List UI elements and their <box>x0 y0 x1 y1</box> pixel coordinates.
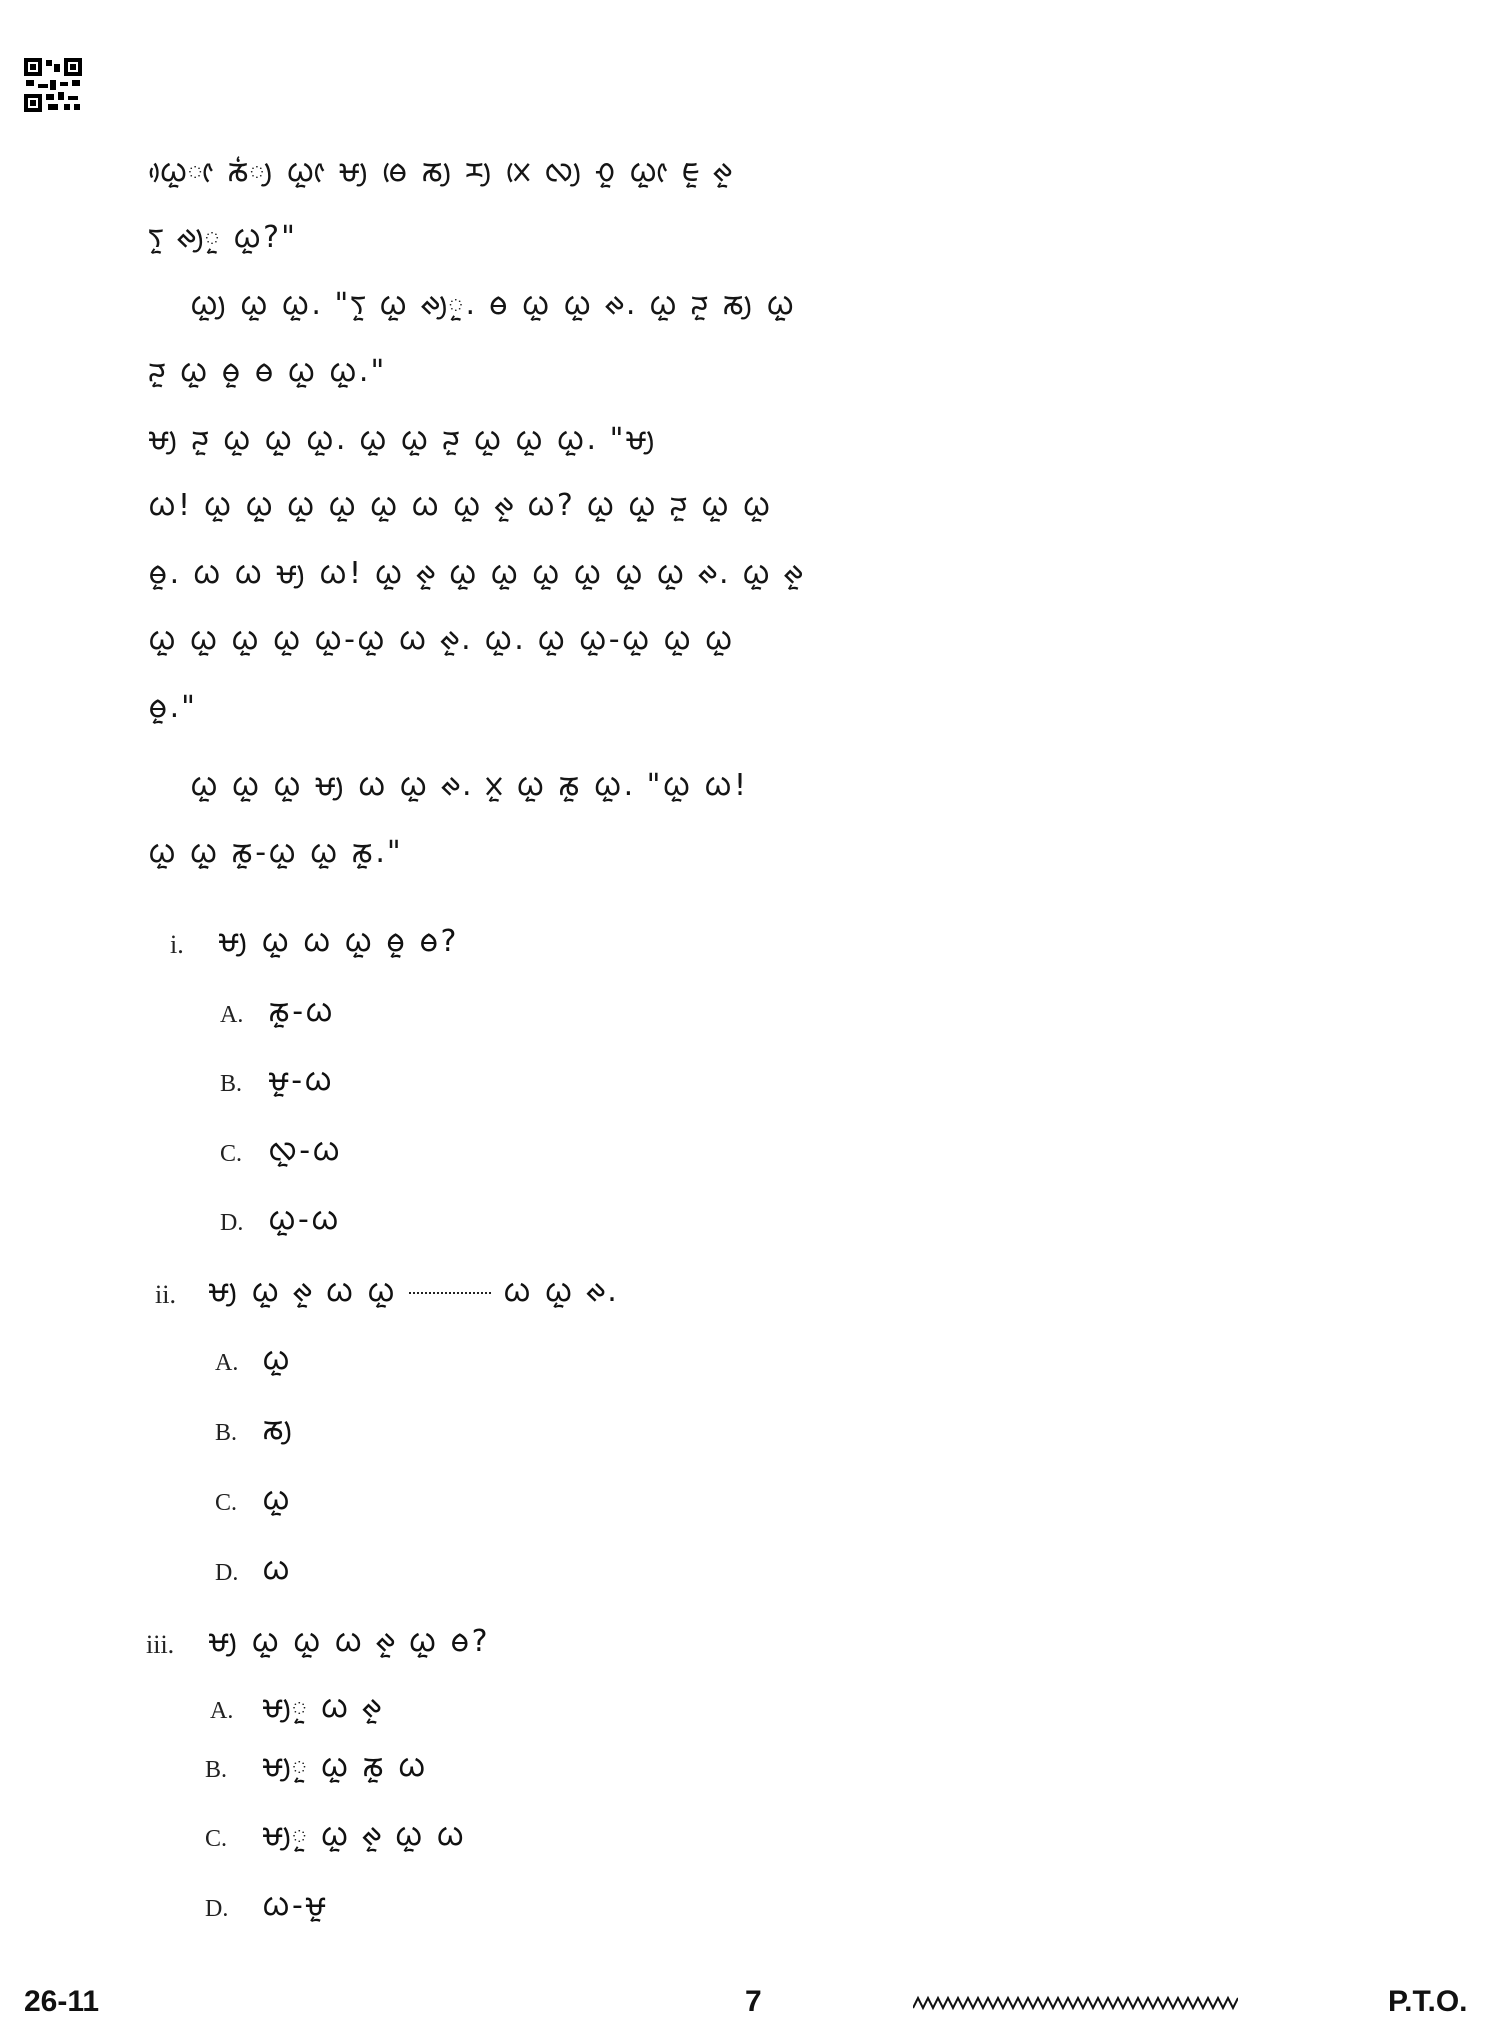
paper-code: 26-11 <box>24 1985 100 2018</box>
option-text: ᰃᰬ <box>262 1482 292 1517</box>
option-letter: D. <box>215 1560 239 1586</box>
passage-line: ᰟᰬ." <box>148 690 197 725</box>
option-letter: D. <box>205 1896 229 1922</box>
option-text: ᰜᰬ-ᰃ <box>268 1133 343 1168</box>
option-letter: A. <box>220 1002 244 1028</box>
option-text: ᰃ-ᰝᰬ <box>262 1888 329 1923</box>
question-text <box>208 1272 619 1312</box>
option-letter: C. <box>205 1826 228 1852</box>
passage-line: ᰝᰪ ᰎᰬ ᰃᰬ ᰃᰬᰬ ᰃᰬ. ᰃᰬ ᰃᰬ ᰎᰬ ᰃᰬ ᰃᰬ ᰃᰬ. "ᰝᰪ <box>148 422 658 457</box>
option-letter: B. <box>220 1071 243 1097</box>
option-text: ᰝᰬ-ᰃ <box>268 1063 335 1098</box>
passage-line: ᰃᰬᰪ ᰃᰬ ᰃᰬ. "ᰛᰬ ᰃᰬ ᰊᰪᰬ. ᰟ ᰃᰬ ᰃᰬ ᰊ. ᰃᰬ ᰎᰬ ᰕᰪ ᰃᰬᰬ <box>190 287 797 322</box>
passage-line: ᰃᰬ ᰃᰬᰬ ᰕᰬ-ᰃᰬ ᰃᰬ ᰕᰬ." <box>148 835 403 870</box>
page-number: 7 <box>745 1985 762 2018</box>
option-text: ᰝᰪᰬ ᰃᰬ ᰊᰬ ᰃᰬ ᰃ <box>262 1818 467 1853</box>
option-letter: A. <box>215 1350 239 1376</box>
question-number: iii. <box>146 1630 175 1659</box>
option-letter: A. <box>210 1698 234 1724</box>
question-text-after: ᰃ ᰃᰬ ᰊ. <box>502 1274 619 1309</box>
option-letter: C. <box>215 1490 238 1516</box>
option-text: ᰝᰪᰬ ᰃᰬ ᰕᰬ ᰃ <box>262 1749 428 1784</box>
question-text: ᰝᰪ ᰃᰬ ᰃ ᰃᰬ ᰟᰬ ᰟ? <box>218 924 459 959</box>
option-text: ᰕᰪ <box>262 1412 295 1447</box>
question-text-before: ᰝᰪ ᰃᰬ ᰊᰬ ᰃ ᰃᰬ <box>208 1274 397 1309</box>
please-turn-over: P.T.O. <box>1388 1985 1468 2018</box>
option-letter: B. <box>215 1420 238 1446</box>
fill-in-blank <box>409 1292 491 1294</box>
passage-line: ᰃᰬ ᰃᰬ ᰃᰬ ᰃᰬ ᰃᰬ-ᰃᰬ ᰃ ᰊᰬ. ᰃᰬ. ᰃᰬ ᰃᰬ-ᰃᰬ ᰃᰬ ᰃᰬ <box>148 622 735 657</box>
wavy-line-icon <box>913 1994 1238 2012</box>
option-letter: B. <box>205 1757 228 1783</box>
option-text: ᰝᰪᰬ ᰃ ᰊᰬ <box>262 1690 384 1725</box>
passage-line: ᰃᰬᰴᰦ ᰕᰭᰪ ᰃᰬᰦ ᰝᰪ ᰟᰨ ᰕᰪ ᰌᰪ ᰞᰨ ᰜᰪ ᰆᰬ ᰃᰬᰦ ᰀᰬ ᰊᰬ <box>148 154 735 189</box>
passage-line: ᰟᰬ. ᰃ ᰃ ᰝᰪ ᰃ! ᰃᰬ ᰊᰬ ᰃᰬ ᰃᰬ ᰃᰬ ᰃᰬ ᰃᰬ ᰃᰬ ᰊ. ᰃᰬ ᰊᰬ <box>148 556 805 591</box>
option-letter: D. <box>220 1210 244 1236</box>
question-number: ii. <box>155 1280 176 1309</box>
passage-line: ᰛᰬ ᰊᰪᰬ ᰃᰬ?" <box>148 220 297 255</box>
qr-code-icon <box>24 58 82 112</box>
passage-line: ᰎᰬ ᰃᰬ ᰟᰬ ᰟ ᰃᰬ ᰃᰬ." <box>148 354 387 389</box>
option-letter: C. <box>220 1141 243 1167</box>
option-text: ᰃ <box>262 1552 292 1587</box>
question-number: i. <box>170 930 184 959</box>
passage-line: ᰃ! ᰃᰬ ᰃᰬᰬ ᰃᰬ ᰃᰬ ᰃᰬ ᰃ ᰃᰬ ᰊᰬ ᰃ? ᰃᰬ ᰃᰬᰬ ᰎᰬ ᰃᰬ ᰃᰬ <box>148 488 773 523</box>
passage-line: ᰃᰬ ᰃᰬ ᰃᰬ ᰝᰪ ᰃ ᰃᰬ ᰊ. ᰞᰬ ᰃᰬ ᰕᰬ ᰃᰬ. "ᰃᰬ ᰃ! <box>190 768 749 803</box>
option-text: ᰃᰬ-ᰃ <box>268 1202 341 1237</box>
option-text: ᰃᰬ <box>262 1342 292 1377</box>
option-text: ᰕᰬ-ᰃ <box>268 994 336 1029</box>
question-text: ᰝᰪ ᰃᰬ ᰃᰬ ᰃ ᰊᰬ ᰃᰬ ᰟ? <box>208 1624 490 1659</box>
